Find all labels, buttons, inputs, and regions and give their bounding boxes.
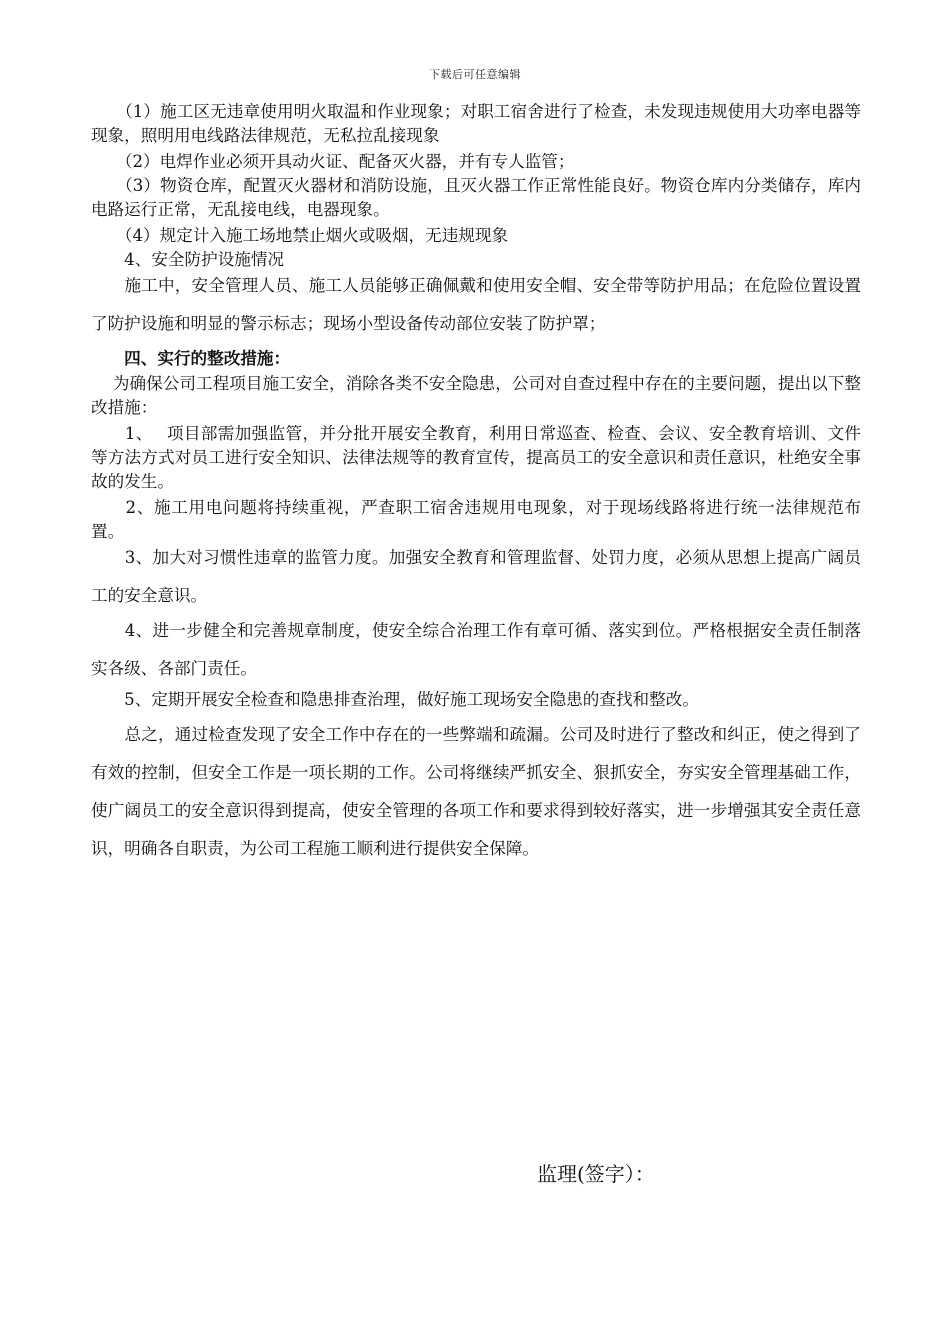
paragraph-fire-4: （4）规定计入施工场地禁止烟火或吸烟，无违规现象 <box>91 226 509 245</box>
paragraph-fire-3: （3）物资仓库，配置灭火器材和消防设施，且灭火器工作正常性能良好。物资仓库内分类储存，库内电路运行正常，无乱接电线，电器现象。 <box>91 176 861 219</box>
section-heading-rectification: 四、实行的整改措施： <box>91 348 291 368</box>
paragraph-conclusion: 总之，通过检查发现了安全工作中存在的一些弊端和疏漏。公司及时进行了整改和纠正，使之得到了有效的控制，但安全工作是一项长期的工作。公司将继续严抓安全、狠抓安全，夯实安全管理基础工作，使广阔员工的安全意识得到提高，使安全管理的各项工作和要求得到较好落实，进一步增强其安全责任意识，明确各自职责，为公司工程施工顺利进行提供安全保障。 <box>91 725 861 858</box>
paragraph-measure-3: 3、加大对习惯性违章的监管力度。加强安全教育和管理监督、处罚力度，必须从思想上提高广阔员工的安全意识。 <box>91 548 861 605</box>
page-header: 下载后可任意编辑 <box>429 68 521 81</box>
paragraph-measure-5: 5、定期开展安全检查和隐患排查治理，做好施工现场安全隐患的查找和整改。 <box>91 690 699 709</box>
paragraph-safety-facilities: 施工中，安全管理人员、施工人员能够正确佩戴和使用安全帽、安全带等防护用品；在危险位置设置了防护设施和明显的警示标志；现场小型设备传动部位安装了防护罩； <box>91 276 861 333</box>
paragraph-measure-4: 4、进一步健全和完善规章制度，使安全综合治理工作有章可循、落实到位。严格根据安全责任制落实各级、各部门责任。 <box>91 621 861 678</box>
paragraph-fire-1: （1）施工区无违章使用明火取温和作业现象；对职工宿舍进行了检查，未发现违规使用大功率电器等现象，照明用电线路法律规范，无私拉乱接现象 <box>91 102 861 145</box>
paragraph-measure-2: 2、施工用电问题将持续重视，严查职工宿舍违规用电现象，对于现场线路将进行统一法律规范布置。 <box>91 498 861 541</box>
paragraph-rectification-intro: 为确保公司工程项目施工安全，消除各类不安全隐患，公司对自查过程中存在的主要问题，提出以下整改措施： <box>91 374 861 417</box>
paragraph-fire-2: （2）电焊作业必须开具动火证、配备灭火器，并有专人监管； <box>91 152 575 171</box>
supervisor-signature-label: 监理(签字）： <box>537 1162 655 1186</box>
section-heading-safety-facilities: 4、安全防护设施情况 <box>91 250 285 269</box>
paragraph-measure-1: 1、 项目部需加强监管，并分批开展安全教育，利用日常巡查、检查、会议、安全教育培训、文件等方法方式对员工进行安全知识、法律法规等的教育宣传，提高员工的安全意识和责任意识，杜绝安全事故的发生。 <box>91 424 861 491</box>
